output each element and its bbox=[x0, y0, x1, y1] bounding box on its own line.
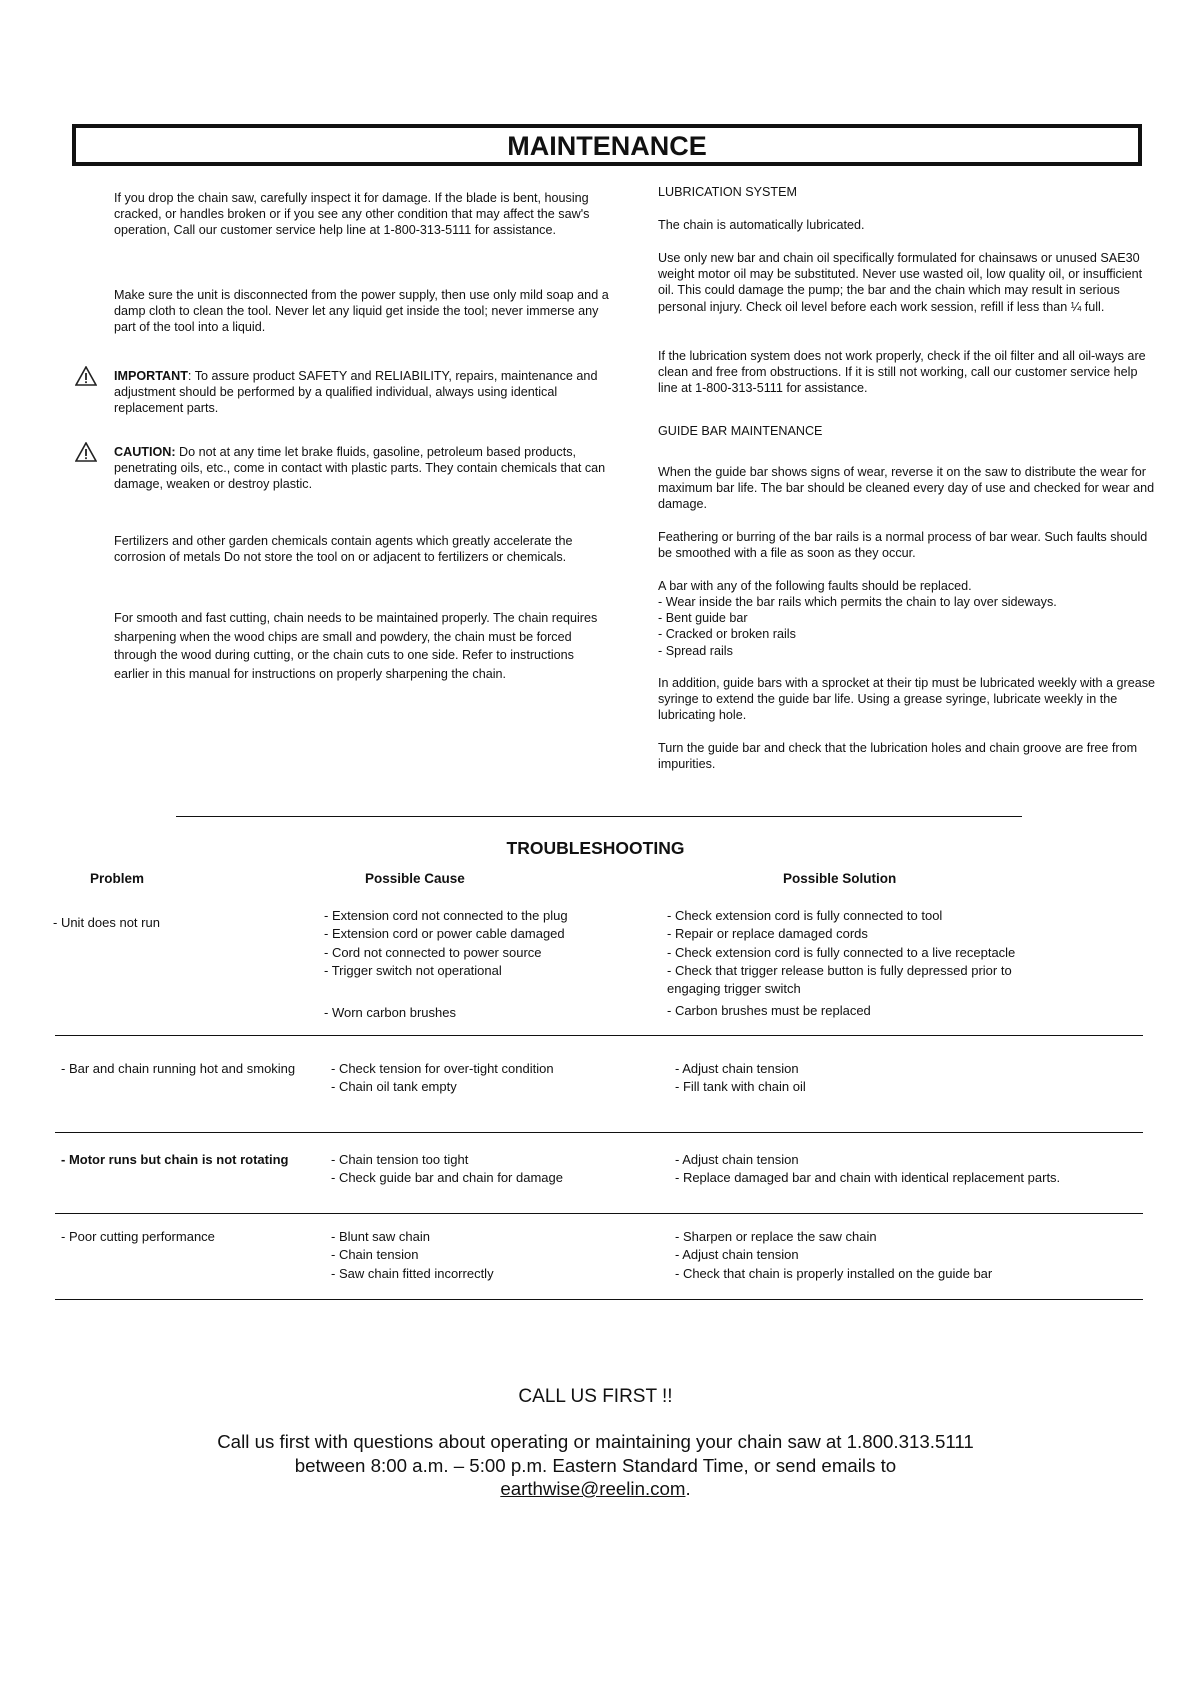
row2-solution: - Adjust chain tension - Fill tank with chain oil bbox=[675, 1061, 806, 1095]
caution-text: Do not at any time let brake fluids, gasoline, petroleum based products, penetrating oils, etc., come in contact with plastic parts. They contain chemicals that can damage, weaken or destroy plastic. bbox=[114, 445, 606, 492]
list-item: - Spread rails bbox=[658, 643, 733, 658]
lubrication-heading: LUBRICATION SYSTEM bbox=[658, 185, 798, 199]
guide-bar-faults-list bbox=[658, 594, 1158, 659]
fertilizer-paragraph: Fertilizers and other garden chemicals contain agents which greatly accelerate the corrosion of metals Do not store the tool on or adjacent to fertilizers or chemicals. bbox=[114, 534, 573, 565]
guide-bar-heading: GUIDE BAR MAINTENANCE bbox=[658, 424, 823, 438]
caution-warning-icon bbox=[75, 442, 97, 462]
problem-header: Problem bbox=[90, 871, 145, 886]
row3-cause: - Chain tension too tight - Check guide bar and chain for damage bbox=[331, 1152, 563, 1186]
list-item: - Bent guide bar bbox=[658, 611, 748, 626]
row1-cause: - Extension cord not connected to the plug - Extension cord or power cable damaged - Cord not connected to power source - Trigger switch not operational bbox=[324, 908, 568, 978]
row-divider bbox=[55, 1132, 1143, 1133]
guide-bar-wear-paragraph: When the guide bar shows signs of wear, reverse it on the saw to distribute the wear for maximum bar life. The bar should be cleaned every day of use and checked for wear and damage. bbox=[658, 465, 1155, 512]
row3-problem: - Motor runs but chain is not rotating bbox=[61, 1152, 289, 1167]
list-item: - Wear inside the bar rails which permits the chain to lay over sideways. bbox=[658, 595, 1057, 609]
row1-solution-extra: - Carbon brushes must be replaced bbox=[667, 1003, 871, 1018]
cause-header: Possible Cause bbox=[365, 871, 465, 886]
lubrication-auto-text: The chain is automatically lubricated. bbox=[658, 218, 865, 232]
row-divider bbox=[55, 1299, 1143, 1300]
caution-label: CAUTION: bbox=[114, 445, 176, 459]
important-text: : To assure product SAFETY and RELIABILITY, repairs, maintenance and adjustment should be performed by a qualified individual, always using identical replacement parts. bbox=[114, 369, 598, 416]
guide-bar-cleaning-paragraph: Turn the guide bar and check that the lubrication holes and chain groove are free from impurities. bbox=[658, 741, 1138, 772]
sharpening-paragraph: For smooth and fast cutting, chain needs to be maintained properly. The chain requires sharpening when the wood chips are small and powdery, the chain must be forced through the wood during cutting, or the chain cuts to one side. Refer to instructions earlier in this manual for instructions on properly sharpening the chain. bbox=[114, 611, 598, 681]
row-divider bbox=[55, 1213, 1143, 1214]
section-divider bbox=[176, 816, 1022, 817]
warning-icon bbox=[75, 366, 97, 386]
troubleshooting-title: TROUBLESHOOTING bbox=[506, 838, 685, 858]
guide-bar-feathering-paragraph: Feathering or burring of the bar rails is a normal process of bar wear. Such faults should be smoothed with a file as soon as they occur. bbox=[658, 530, 1148, 561]
call-us-title: CALL US FIRST !! bbox=[518, 1386, 673, 1407]
guide-bar-faults-intro: A bar with any of the following faults should be replaced. bbox=[658, 579, 972, 593]
guide-bar-sprocket-paragraph: In addition, guide bars with a sprocket at their tip must be lubricated weekly with a grease syringe to extend the guide bar life. Using a grease syringe, lubricate weekly in the lubricating hole. bbox=[658, 676, 1156, 723]
row-divider bbox=[55, 1035, 1143, 1036]
row1-solution: - Check extension cord is fully connected to tool - Repair or replace damaged cords - Check extension cord is fully connected to a live receptacle - Check that trigger release button is fully depressed prior to engaging trigger switch bbox=[667, 908, 1016, 997]
call-us-body bbox=[200, 1430, 991, 1501]
important-notice bbox=[114, 368, 609, 417]
lubrication-oil-paragraph: Use only new bar and chain oil specifically formulated for chainsaws or unused SAE30 weight motor oil may be substituted. Never use wasted oil, low quality oil, or insufficient oil. This could damage the pump; the bar and the chain which may result in serious personal injury. Check oil level before each work session, refill if less than ¼ full. bbox=[658, 251, 1143, 314]
call-us-end: . bbox=[685, 1478, 691, 1499]
support-email-link[interactable]: earthwise@reelin.com bbox=[500, 1478, 686, 1499]
important-label: IMPORTANT bbox=[114, 369, 188, 383]
row1-problem: - Unit does not run bbox=[53, 915, 160, 930]
page-title: MAINTENANCE bbox=[72, 124, 1142, 166]
call-us-text: Call us first with questions about operating or maintaining your chain saw at 1.800.313.5111 between 8:00 a.m. – 5:00 p.m. Eastern Standard Time, or send emails to bbox=[217, 1431, 974, 1476]
lubrication-troubleshoot-paragraph: If the lubrication system does not work properly, check if the oil filter and all oil-ways are clean and free from obstructions. If it is still not working, call our customer service help line at 1-800-313-5111 for assistance. bbox=[658, 349, 1146, 396]
row2-problem: - Bar and chain running hot and smoking bbox=[61, 1061, 296, 1076]
list-item: - Cracked or broken rails bbox=[658, 627, 796, 642]
cleaning-paragraph: Make sure the unit is disconnected from the power supply, then use only mild soap and a damp cloth to clean the tool. Never let any liquid get inside the tool; never immerse any part of the tool into a liquid. bbox=[114, 288, 609, 335]
caution-notice bbox=[114, 444, 609, 493]
row3-solution: - Adjust chain tension - Replace damaged bar and chain with identical replacement parts. bbox=[675, 1152, 1061, 1186]
drop-inspection-paragraph: If you drop the chain saw, carefully inspect it for damage. If the blade is bent, housing cracked, or handles broken or if you see any other condition that may affect the saw's operation, Call our customer service help line at 1-800-313-5111 for assistance. bbox=[114, 191, 590, 238]
row4-problem: - Poor cutting performance bbox=[61, 1229, 215, 1244]
row4-solution: - Sharpen or replace the saw chain - Adjust chain tension - Check that chain is properly installed on the guide bar bbox=[675, 1229, 993, 1281]
row4-cause: - Blunt saw chain - Chain tension - Saw chain fitted incorrectly bbox=[331, 1229, 494, 1281]
row1-cause-extra: - Worn carbon brushes bbox=[324, 1005, 456, 1020]
solution-header: Possible Solution bbox=[783, 871, 897, 886]
row2-cause: - Check tension for over-tight condition - Chain oil tank empty bbox=[331, 1061, 554, 1095]
